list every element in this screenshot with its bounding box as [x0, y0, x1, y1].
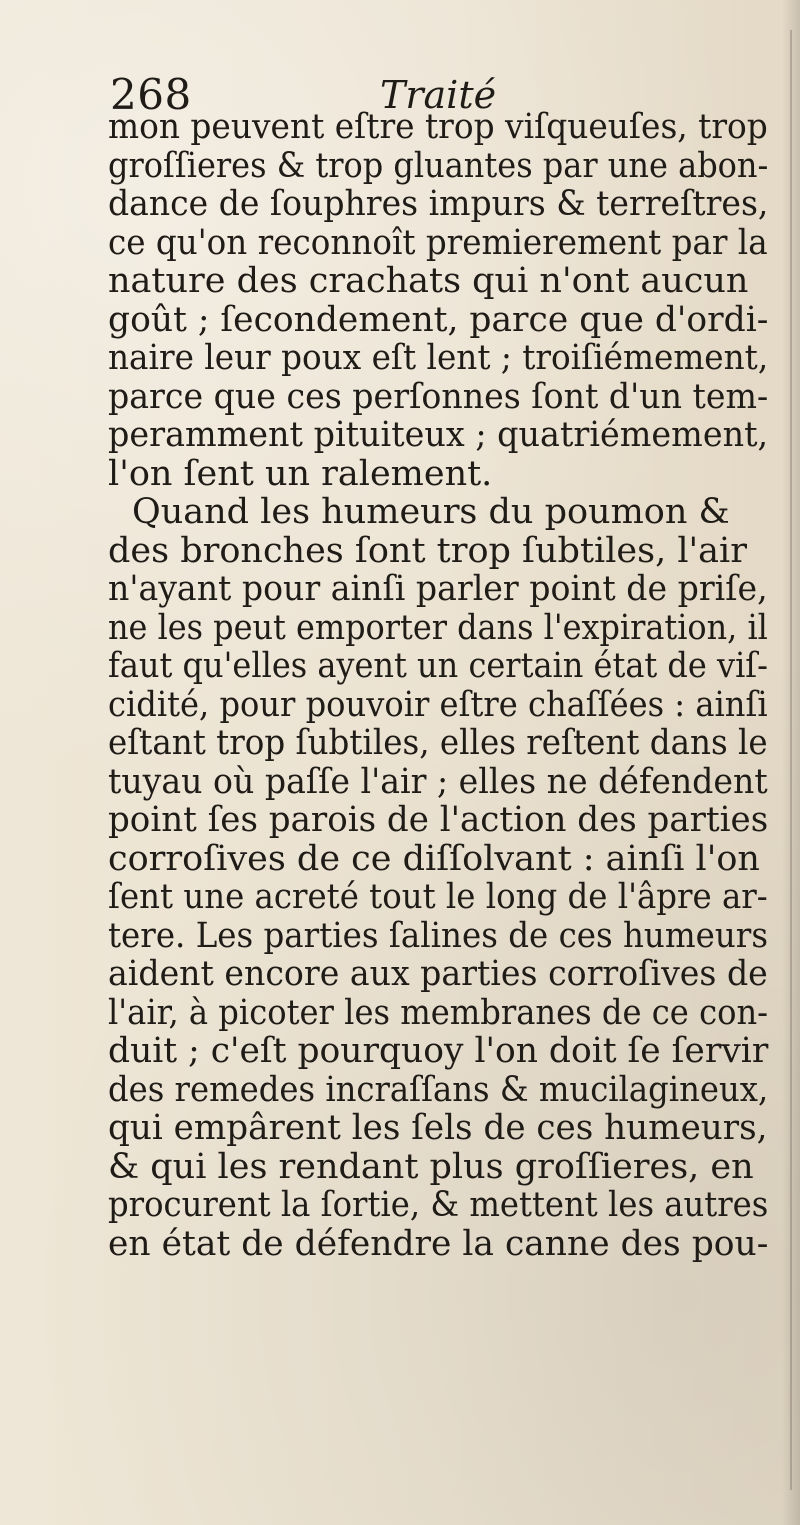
paragraph-start-line: Quand les humeurs du poumon & [132, 492, 730, 532]
text-line: tuyau où paſſe l'air ; elles ne défendent [108, 761, 768, 802]
text-line: tere. Les parties ſalines de ces humeurs [108, 915, 769, 956]
text-line: groſſieres & trop gluantes par une abon- [108, 145, 769, 186]
text-line: point ſes parois de l'action des parties [108, 800, 769, 840]
page-edge-line [790, 30, 792, 1490]
text-line: des bronches ſont trop ſubtiles, l'air [108, 530, 747, 571]
text-line: ce qu'on reconnoît premierement par la [108, 222, 768, 263]
text-line: mon peuvent eſtre trop viſqueuſes, trop [108, 107, 768, 147]
text-line: l'on ſent un ralement. [108, 453, 493, 494]
text-line: corroſives de ce diſſolvant : ainſi l'on [108, 838, 760, 879]
text-line: n'ayant pour ainſi parler point de priſe, [108, 569, 768, 609]
text-line: duit ; c'eſt pourquoy l'on doit ſe ſervir [108, 1031, 769, 1071]
text-line: l'air, à picoter les membranes de ce con- [108, 992, 769, 1033]
text-line: nature des crachats qui n'ont aucun [108, 261, 749, 301]
running-head: Traité [380, 73, 497, 117]
body-text [108, 108, 768, 1263]
text-line: parce que ces perſonnes ſont d'un tem- [108, 376, 769, 417]
text-line: faut qu'elles ayent un certain état de viſ- [108, 646, 768, 686]
text-line: aident encore aux parties corroſives de [108, 954, 768, 994]
text-line: naire leur poux eſt lent ; troiſiémement, [108, 338, 769, 378]
text-line: qui empârent les ſels de ces humeurs, [108, 1108, 768, 1148]
text-line: goût ; ſecondement, parce que d'ordi- [108, 299, 769, 340]
text-line: & qui les rendant plus groſſieres, en [108, 1146, 754, 1187]
text-line: ſent une acreté tout le long de l'âpre ar- [108, 877, 768, 917]
text-line: peramment pituiteux ; quatriémement, [108, 415, 769, 455]
text-line: procurent la ſortie, & mettent les autres [108, 1185, 769, 1225]
page-number: 268 [110, 70, 192, 119]
text-line: cidité, pour pouvoir eſtre chaſſées : ainſi [108, 684, 768, 725]
text-line: des remedes incraſſans & mucilagineux, [108, 1069, 769, 1110]
text-line: en état de défendre la canne des pou- [108, 1223, 769, 1264]
text-line: eſtant trop ſubtiles, elles reſtent dans le [108, 723, 768, 763]
text-line: ne les peut emporter dans l'expiration, il [108, 607, 768, 648]
text-line: dance de ſouphres impurs & terreſtres, [108, 184, 769, 224]
